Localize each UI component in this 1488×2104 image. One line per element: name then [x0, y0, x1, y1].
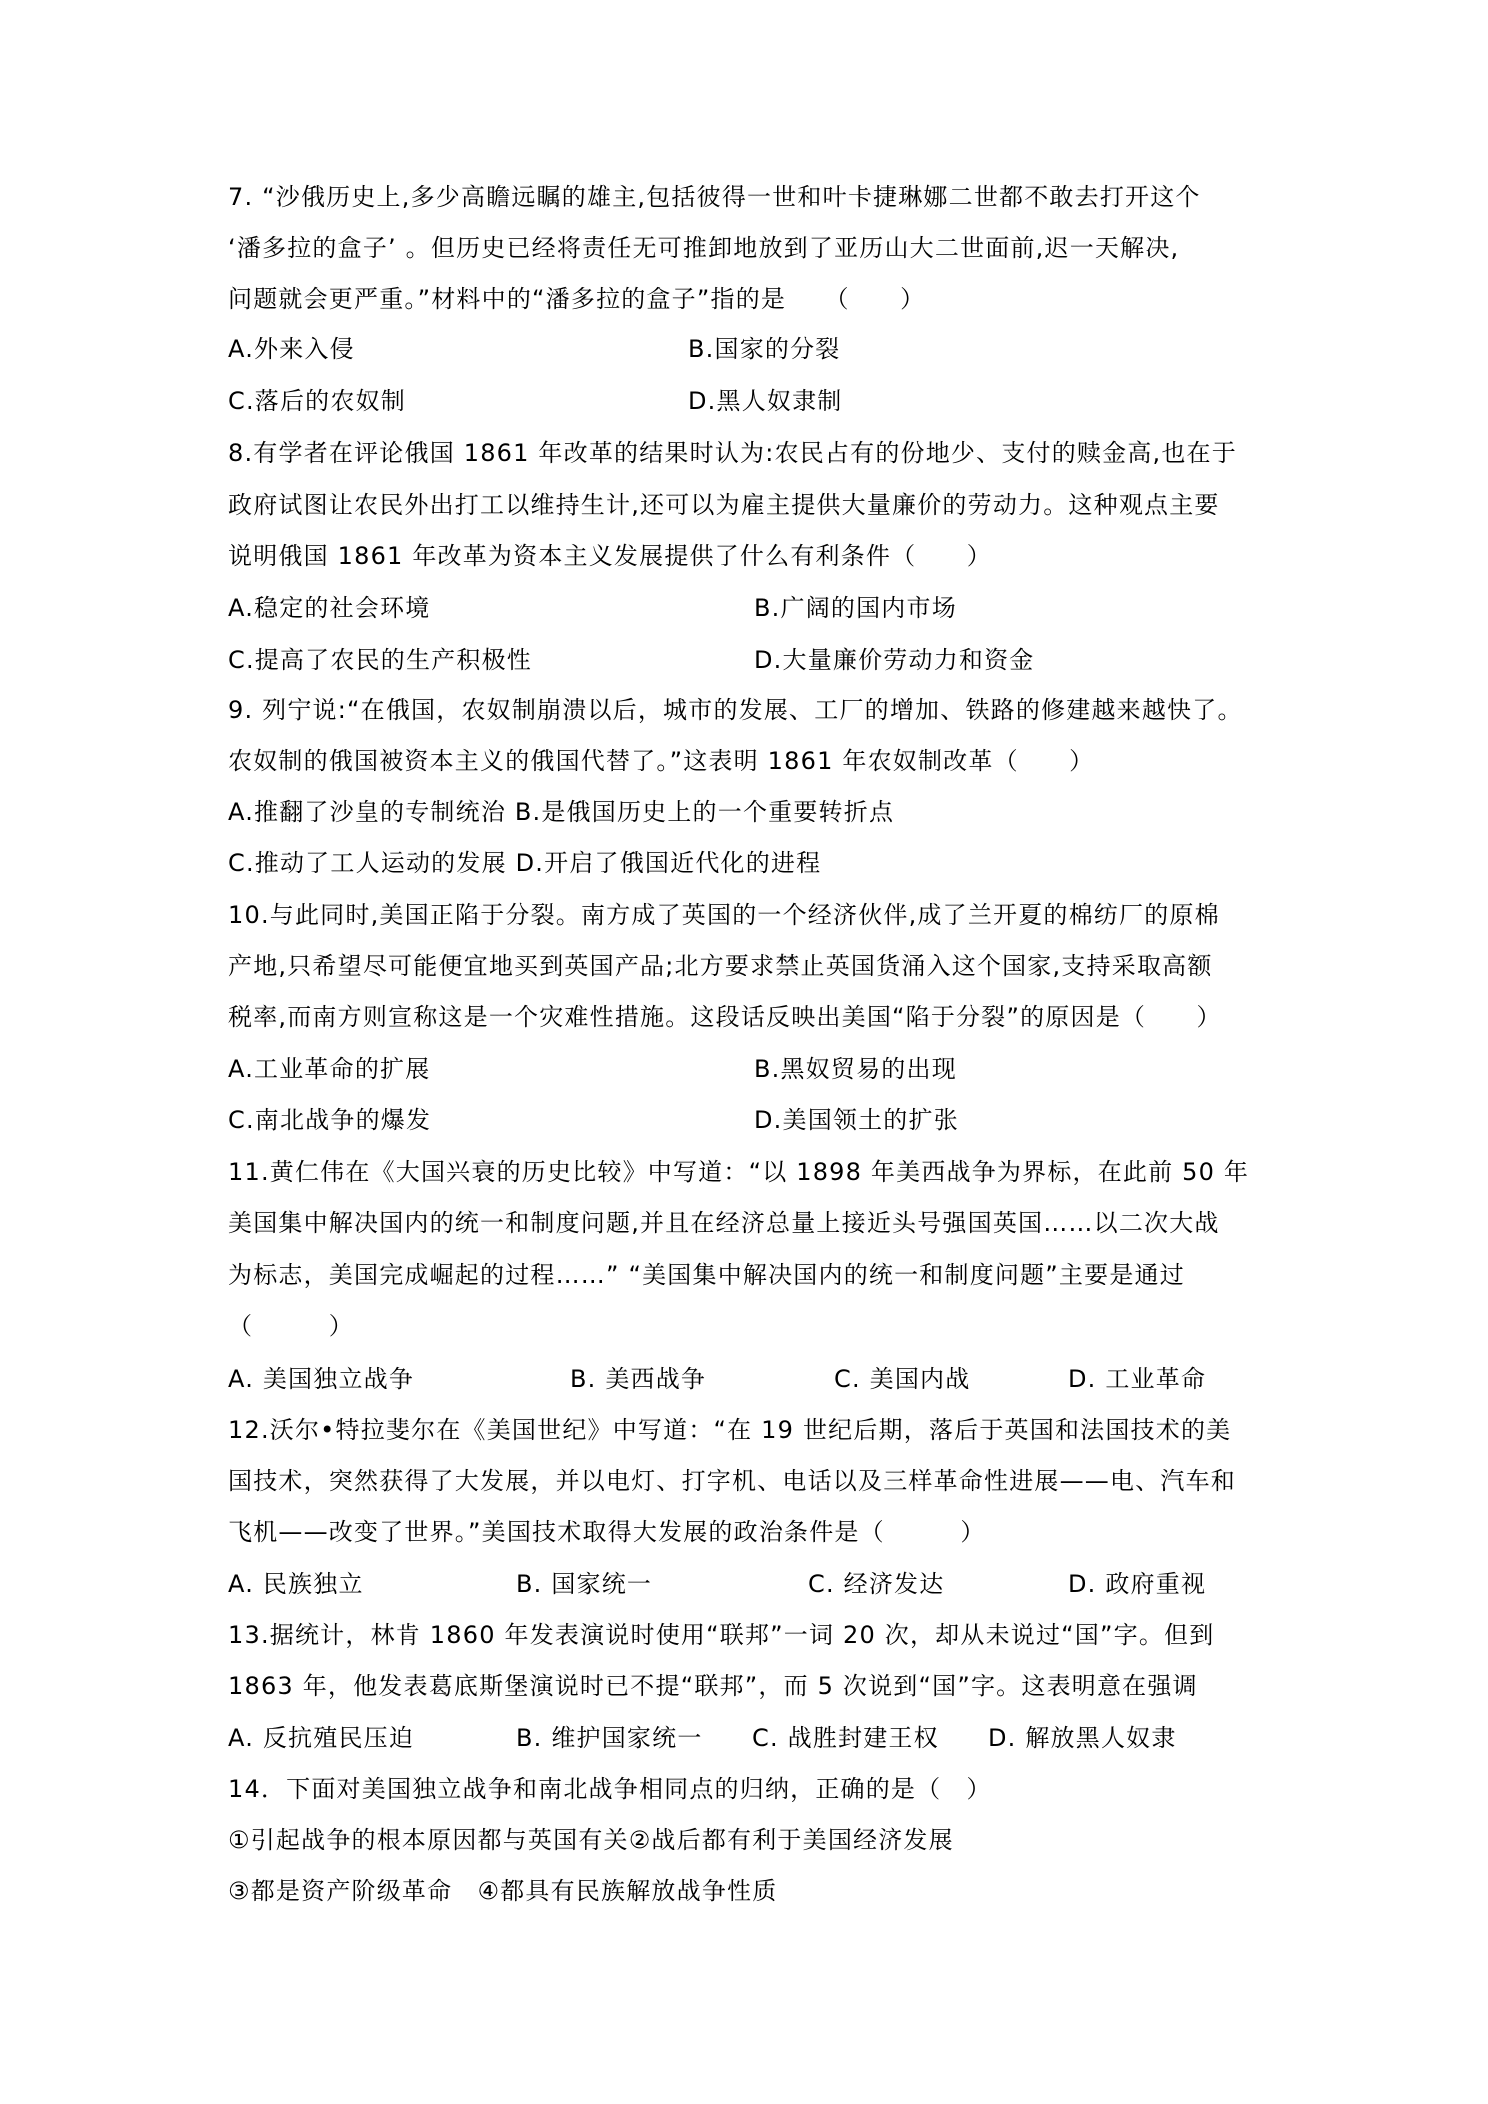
q9-line-3: A.推翻了沙皇的专制统治 B.是俄国历史上的一个重要转折点: [228, 798, 895, 826]
q7-line-3: 问题就会更严重。”材料中的“潘多拉的盒子”指的是 （ ）: [228, 285, 926, 313]
q12-option-d: D. 政府重视: [1068, 1570, 1207, 1598]
q8-option-c: C.提高了农民的生产积极性: [228, 646, 532, 674]
q12-option-c: C. 经济发达: [808, 1570, 945, 1598]
q14-line-1: 14．下面对美国独立战争和南北战争相同点的归纳，正确的是（ ）: [228, 1775, 992, 1803]
q12-line-2: 国技术，突然获得了大发展，并以电灯、打字机、电话以及三样革命性进展——电、汽车和: [228, 1467, 1236, 1495]
q11-option-d: D. 工业革命: [1068, 1365, 1207, 1393]
q7-option-d: D.黑人奴隶制: [688, 387, 843, 415]
q7-option-b: B.国家的分裂: [688, 335, 841, 363]
q7-option-c: C.落后的农奴制: [228, 387, 406, 415]
q14-line-2: ①引起战争的根本原因都与英国有关②战后都有利于美国经济发展: [228, 1826, 954, 1854]
q7-option-a: A.外来入侵: [228, 335, 355, 363]
q9-line-1: 9. 列宁说:“在俄国，农奴制崩溃以后，城市的发展、工厂的增加、铁路的修建越来越快了。: [228, 696, 1243, 724]
q13-option-b: B. 维护国家统一: [516, 1724, 703, 1752]
q10-option-d: D.美国领土的扩张: [754, 1106, 959, 1134]
q13-option-a: A. 反抗殖民压迫: [228, 1724, 415, 1752]
q13-option-d: D. 解放黑人奴隶: [988, 1724, 1177, 1752]
q13-line-2: 1863 年，他发表葛底斯堡演说时已不提“联邦”，而 5 次说到“国”字。这表明意在强调: [228, 1672, 1198, 1700]
q13-option-c: C. 战胜封建王权: [752, 1724, 939, 1752]
q8-line-3: 说明俄国 1861 年改革为资本主义发展提供了什么有利条件（ ）: [228, 542, 992, 570]
q10-option-a: A.工业革命的扩展: [228, 1055, 431, 1083]
q8-line-2: 政府试图让农民外出打工以维持生计,还可以为雇主提供大量廉价的劳动力。这种观点主要: [228, 491, 1220, 519]
q9-line-4: C.推动了工人运动的发展 D.开启了俄国近代化的进程: [228, 849, 822, 877]
q11-line-1: 11.黄仁伟在《大国兴衰的历史比较》中写道：“以 1898 年美西战争为界标，在此前 50 年: [228, 1158, 1250, 1186]
q13-line-1: 13.据统计，林肯 1860 年发表演说时使用“联邦”一词 20 次，却从未说过“国”字。但到: [228, 1621, 1215, 1649]
q12-option-a: A. 民族独立: [228, 1570, 364, 1598]
q8-option-b: B.广阔的国内市场: [754, 594, 957, 622]
q11-option-b: B. 美西战争: [570, 1365, 707, 1393]
q11-line-4: （ ）: [228, 1312, 354, 1340]
q11-line-3: 为标志，美国完成崛起的过程……” “美国集中解决国内的统一和制度问题”主要是通过: [228, 1261, 1185, 1289]
q10-line-1: 10.与此同时,美国正陷于分裂。南方成了英国的一个经济伙伴,成了兰开夏的棉纺厂的原棉: [228, 901, 1220, 929]
q10-option-b: B.黑奴贸易的出现: [754, 1055, 957, 1083]
q11-line-2: 美国集中解决国内的统一和制度问题,并且在经济总量上接近头号强国英国……以二次大战: [228, 1209, 1220, 1237]
q12-line-3: 飞机——改变了世界。”美国技术取得大发展的政治条件是（ ）: [228, 1518, 986, 1546]
q10-line-3: 税率,而南方则宣称这是一个灾难性措施。这段话反映出美国“陷于分裂”的原因是（ ）: [228, 1003, 1222, 1031]
q7-line-2: ‘潘多拉的盒子’ 。但历史已经将责任无可推卸地放到了亚历山大二世面前,迟一天解决,: [228, 234, 1180, 262]
q12-line-1: 12.沃尔•特拉斐尔在《美国世纪》中写道：“在 19 世纪后期，落后于英国和法国技术的美: [228, 1416, 1232, 1444]
q8-option-d: D.大量廉价劳动力和资金: [754, 646, 1035, 674]
q14-line-3: ③都是资产阶级革命 ④都具有民族解放战争性质: [228, 1877, 778, 1905]
q7-line-1: 7. “沙俄历史上,多少高瞻远瞩的雄主,包括彼得一世和叶卡捷琳娜二世都不敢去打开这个: [228, 183, 1201, 211]
q10-option-c: C.南北战争的爆发: [228, 1106, 432, 1134]
q12-option-b: B. 国家统一: [516, 1570, 653, 1598]
q11-option-a: A. 美国独立战争: [228, 1365, 415, 1393]
q8-line-1: 8.有学者在评论俄国 1861 年改革的结果时认为:农民占有的份地少、支付的赎金高,也在于: [228, 439, 1237, 467]
q10-line-2: 产地,只希望尽可能便宜地买到英国产品;北方要求禁止英国货涌入这个国家,支持采取高额: [228, 952, 1213, 980]
q9-line-2: 农奴制的俄国被资本主义的俄国代替了。”这表明 1861 年农奴制改革（ ）: [228, 747, 1095, 775]
q11-option-c: C. 美国内战: [834, 1365, 971, 1393]
q8-option-a: A.稳定的社会环境: [228, 594, 431, 622]
